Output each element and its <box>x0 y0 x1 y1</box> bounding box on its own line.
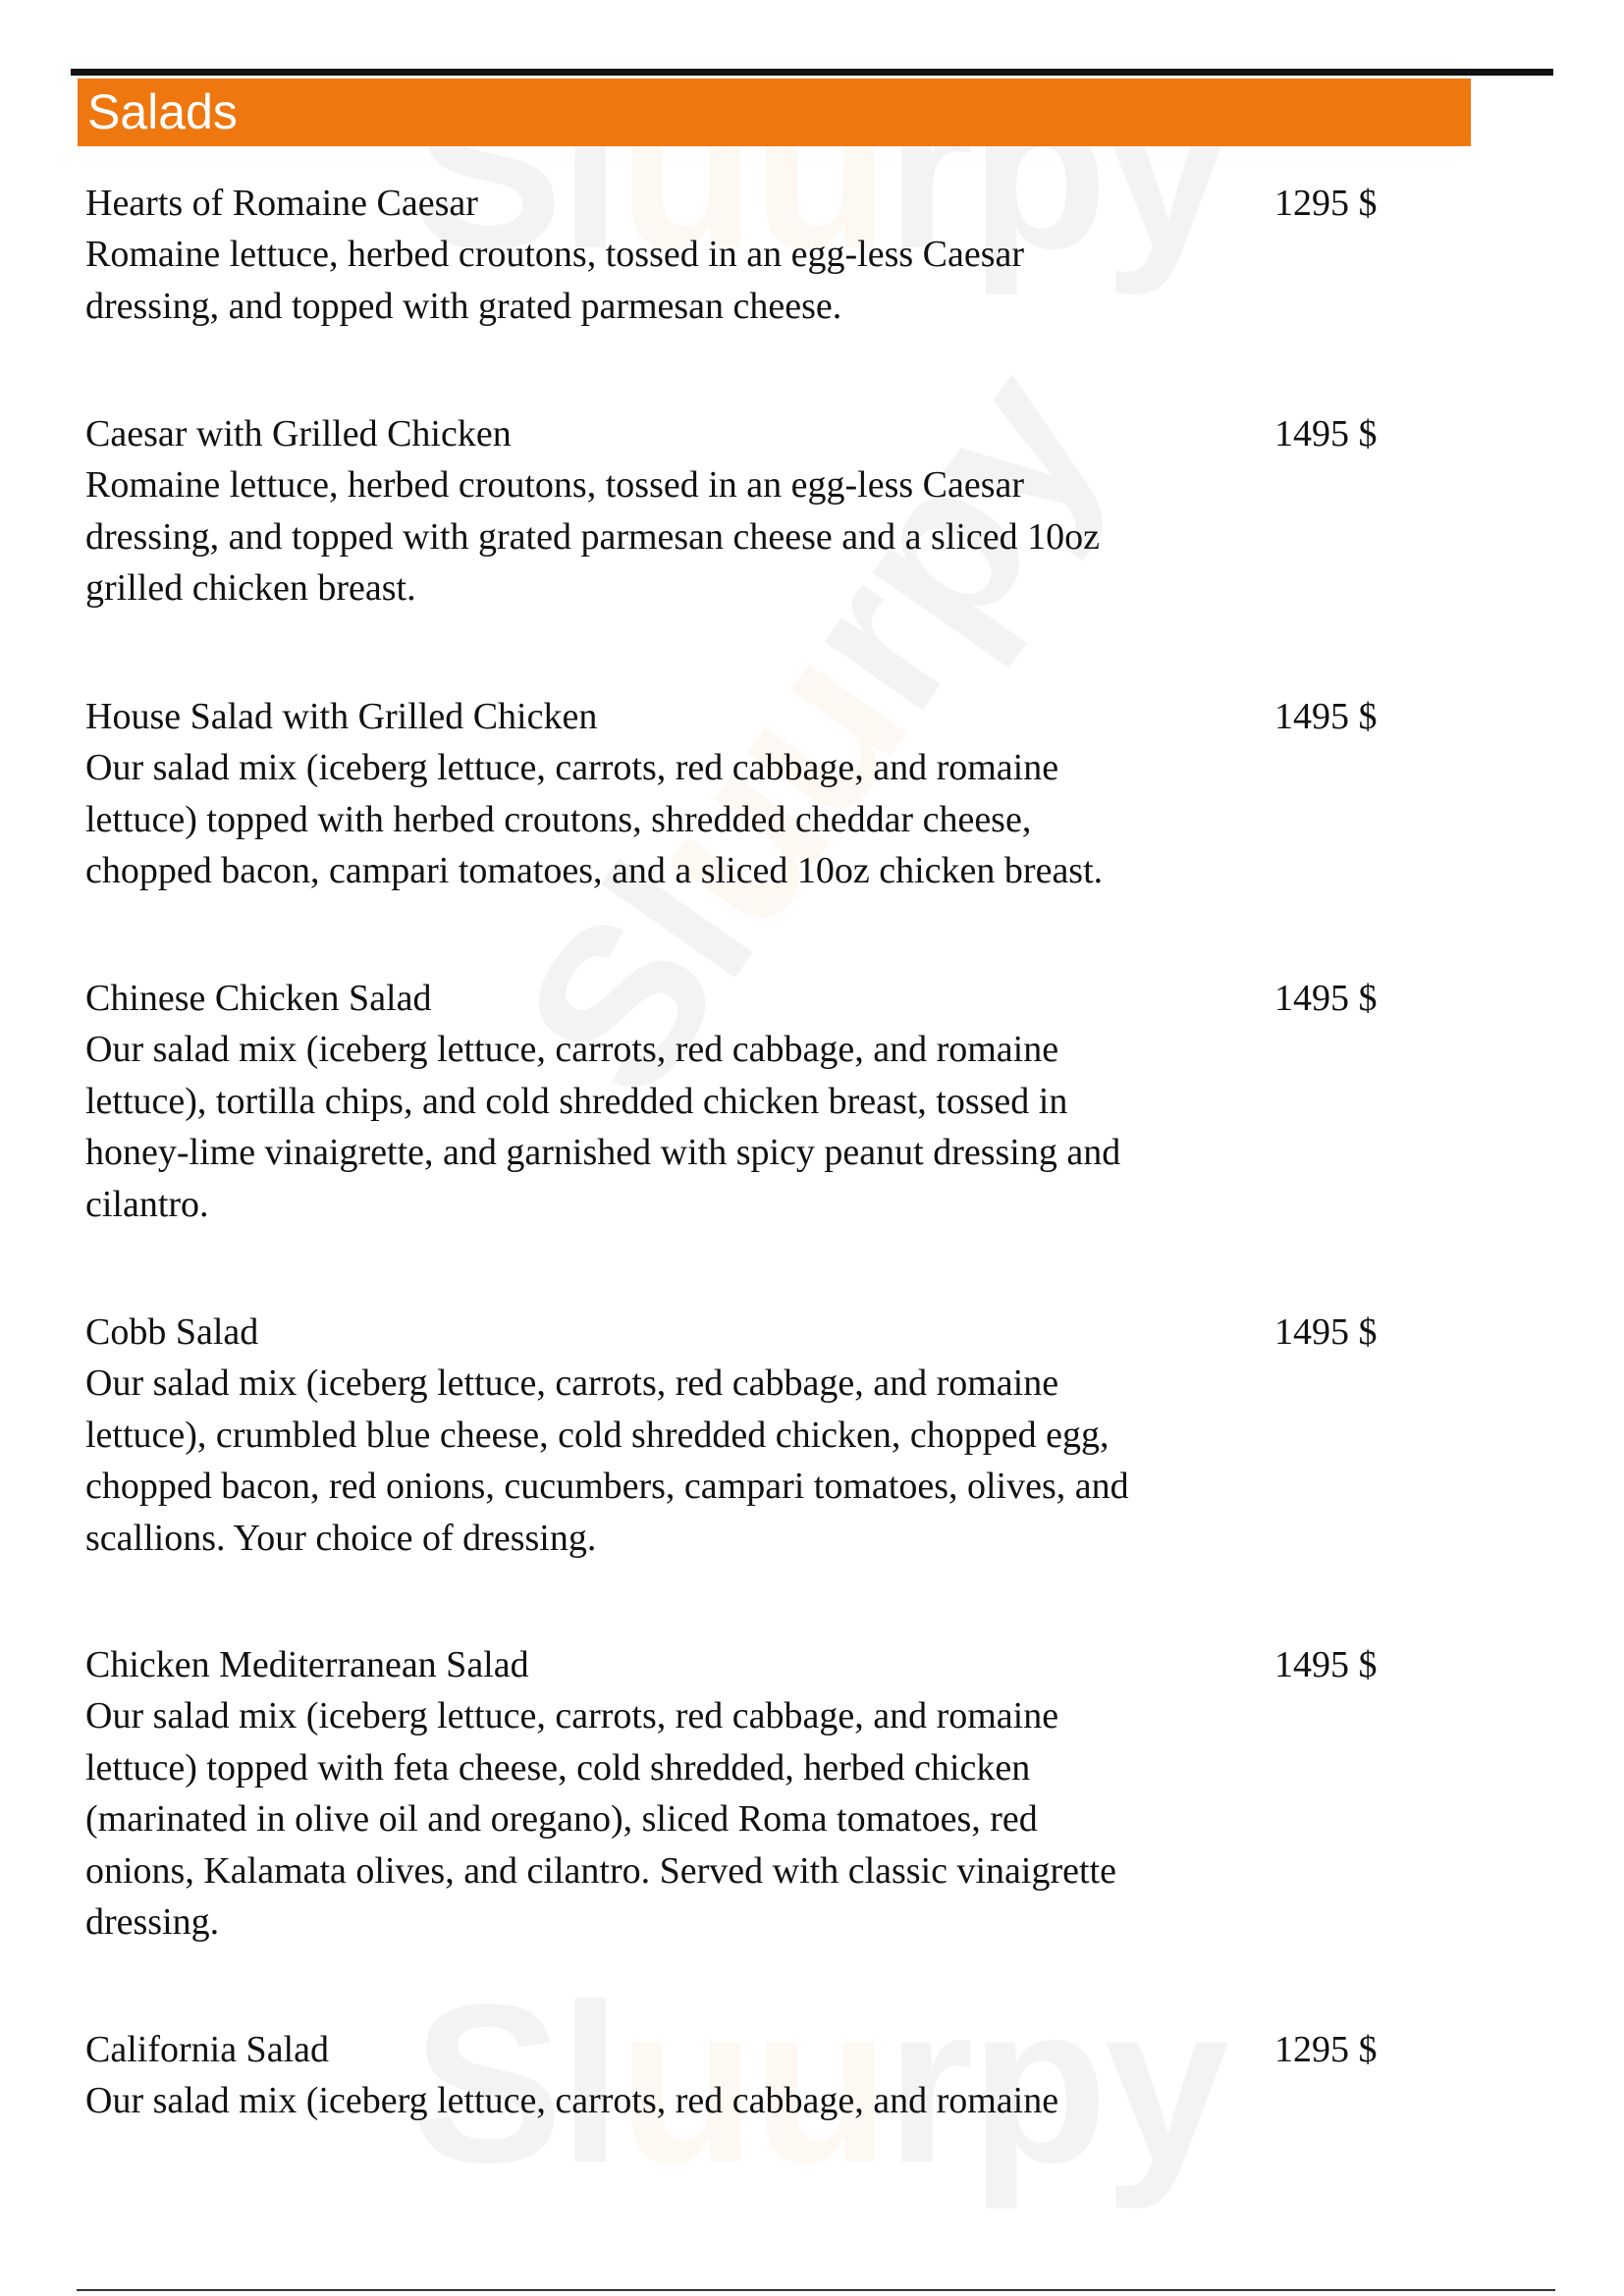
item-description-line: (marinated in olive oil and oregano), sliced Roma tomatoes, red <box>85 1798 1038 1841</box>
item-price: 1495 $ <box>1274 413 1378 454</box>
item-name: Caesar with Grilled Chicken <box>85 413 512 454</box>
item-name: Chinese Chicken Salad <box>85 978 432 1019</box>
item-description-line: lettuce) topped with herbed croutons, shredded cheddar cheese, <box>85 798 1032 840</box>
item-price: 1495 $ <box>1274 1311 1378 1353</box>
menu-item <box>85 1307 1411 1564</box>
item-description-line: Our salad mix (iceberg lettuce, carrots, red cabbage, and romaine <box>85 1029 1059 1071</box>
item-name: House Salad with Grilled Chicken <box>85 696 598 737</box>
item-description-line: Romaine lettuce, herbed croutons, tossed in an egg-less Caesar <box>85 234 1025 276</box>
item-description-line: scallions. Your choice of dressing. <box>85 1517 597 1559</box>
item-description-line: Our salad mix (iceberg lettuce, carrots, red cabbage, and romaine <box>85 2080 1059 2122</box>
item-description-line: cilantro. <box>85 1183 209 1225</box>
item-description-line: honey-lime vinaigrette, and garnished with spicy peanut dressing and <box>85 1132 1121 1174</box>
item-price: 1295 $ <box>1274 2029 1378 2070</box>
menu-item <box>85 691 1411 897</box>
item-name: Cobb Salad <box>85 1311 259 1353</box>
item-description-line: chopped bacon, campari tomatoes, and a sliced 10oz chicken breast. <box>85 850 1104 892</box>
section-header-salads <box>78 79 1471 146</box>
item-description-line: Our salad mix (iceberg lettuce, carrots, red cabbage, and romaine <box>85 747 1059 789</box>
item-price: 1295 $ <box>1274 183 1378 224</box>
item-name: California Salad <box>85 2029 329 2070</box>
item-description-line: Our salad mix (iceberg lettuce, carrots, red cabbage, and romaine <box>85 1695 1059 1737</box>
item-description-line: dressing. <box>85 1901 220 1944</box>
item-price: 1495 $ <box>1274 696 1378 737</box>
item-description-line: chopped bacon, red onions, cucumbers, campari tomatoes, olives, and <box>85 1466 1129 1508</box>
menu-item <box>85 973 1411 1230</box>
item-description-line: onions, Kalamata olives, and cilantro. Served with classic vinaigrette <box>85 1849 1116 1892</box>
item-description-line: dressing, and topped with grated parmesan cheese and a sliced 10oz <box>85 515 1101 558</box>
top-rule <box>71 69 1553 76</box>
item-description-line: Romaine lettuce, herbed croutons, tossed in an egg-less Caesar <box>85 464 1025 507</box>
item-description-line: lettuce), crumbled blue cheese, cold shredded chicken, chopped egg, <box>85 1414 1110 1456</box>
bottom-rule <box>77 2289 1555 2291</box>
item-description-line: grilled chicken breast. <box>85 567 416 610</box>
item-name: Chicken Mediterranean Salad <box>85 1644 529 1685</box>
item-description-line: Our salad mix (iceberg lettuce, carrots, red cabbage, and romaine <box>85 1362 1059 1405</box>
menu-item <box>85 2024 1411 2127</box>
item-price: 1495 $ <box>1274 978 1378 1019</box>
menu-item <box>85 1639 1411 1948</box>
item-description-line: lettuce), tortilla chips, and cold shredded chicken breast, tossed in <box>85 1080 1068 1122</box>
item-description-line: lettuce) topped with feta cheese, cold shredded, herbed chicken <box>85 1746 1031 1789</box>
item-name: Hearts of Romaine Caesar <box>85 183 478 224</box>
section-title: Salads <box>87 84 238 139</box>
menu-item <box>85 408 1411 614</box>
item-description-line: dressing, and topped with grated parmesan cheese. <box>85 285 842 327</box>
item-price: 1495 $ <box>1274 1644 1378 1685</box>
menu-item <box>85 178 1411 332</box>
